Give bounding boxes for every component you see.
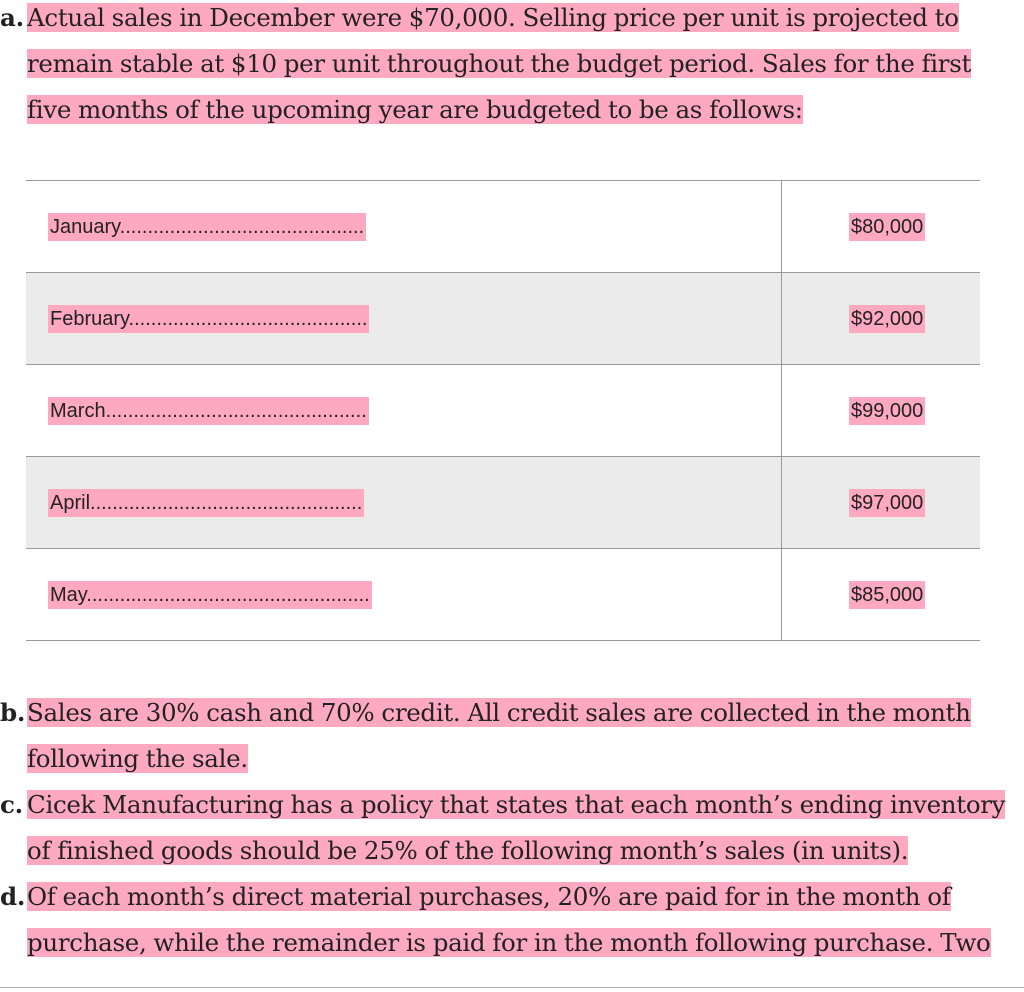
paragraph-line <box>0 87 1000 133</box>
month-label: March............................................... <box>48 397 369 425</box>
month-label: January............................................ <box>48 213 366 241</box>
month-label: April................................................. <box>48 489 364 517</box>
month-cell <box>26 273 782 365</box>
list-marker: a. <box>0 3 24 32</box>
amount-cell <box>782 457 981 549</box>
highlighted-text: Of each month’s direct material purchases, 20% are paid for in the month of <box>27 882 951 911</box>
amount-value: $97,000 <box>849 489 925 517</box>
amount-value: $80,000 <box>849 213 925 241</box>
highlighted-text: purchase, while the remainder is paid for in the month following purchase. Two <box>27 928 991 957</box>
month-label: May................................................... <box>48 581 372 609</box>
month-cell <box>26 181 782 273</box>
page-cut-divider <box>0 987 1024 992</box>
paragraph-c <box>0 782 1006 874</box>
table-row <box>26 181 980 273</box>
paragraph-line <box>0 828 1000 874</box>
month-cell <box>26 457 782 549</box>
amount-cell <box>782 181 981 273</box>
highlighted-text: Actual sales in December were $70,000. Selling price per unit is projected to <box>27 3 959 32</box>
table-row <box>26 365 980 457</box>
month-cell <box>26 365 782 457</box>
paragraph-a <box>0 0 1000 133</box>
highlighted-text: remain stable at $10 per unit throughout the budget period. Sales for the first <box>27 49 972 78</box>
month-cell <box>26 549 782 641</box>
list-marker: b. <box>0 698 26 727</box>
paragraph-b <box>0 690 1000 782</box>
table-row <box>26 273 980 365</box>
highlighted-text: following the sale. <box>27 744 248 773</box>
amount-cell <box>782 273 981 365</box>
amount-cell <box>782 549 981 641</box>
paragraph-d <box>0 874 1000 966</box>
highlighted-text: Cicek Manufacturing has a policy that states that each month’s ending inventory <box>27 790 1006 819</box>
table-row <box>26 549 980 641</box>
sales-budget-table <box>26 180 980 641</box>
month-label: February........................................... <box>48 305 369 333</box>
highlighted-text: of finished goods should be 25% of the following month’s sales (in units). <box>27 836 909 865</box>
paragraph-line <box>0 920 1000 966</box>
paragraph-line <box>0 736 1000 782</box>
paragraph-line <box>0 41 1000 87</box>
table-row <box>26 457 980 549</box>
list-marker: c. <box>0 790 23 819</box>
amount-value: $85,000 <box>849 581 925 609</box>
highlighted-text: Sales are 30% cash and 70% credit. All credit sales are collected in the month <box>27 698 971 727</box>
paragraph-line <box>0 874 1000 920</box>
list-marker: d. <box>0 882 26 911</box>
paragraph-line <box>0 0 1000 41</box>
paragraph-line <box>0 782 1006 828</box>
paragraph-line <box>0 690 1000 736</box>
amount-value: $92,000 <box>849 305 925 333</box>
amount-value: $99,000 <box>849 397 925 425</box>
highlighted-text: five months of the upcoming year are budgeted to be as follows: <box>27 95 803 124</box>
amount-cell <box>782 365 981 457</box>
